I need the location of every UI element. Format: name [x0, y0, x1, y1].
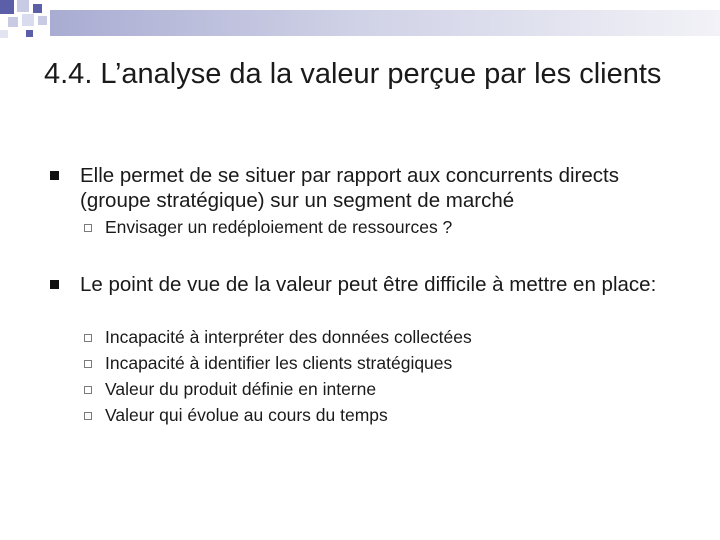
square-bullet-icon: [50, 171, 59, 180]
decorative-header: [0, 0, 720, 40]
sub-bullet-text: Valeur qui évolue au cours du temps: [105, 405, 388, 425]
deco-square: [33, 4, 42, 13]
deco-square: [8, 17, 18, 27]
square-bullet-icon: [50, 280, 59, 289]
hollow-square-bullet-icon: [84, 360, 92, 368]
slide-title: 4.4. L’analyse da la valeur perçue par les clients: [44, 58, 662, 90]
bullet-item: [44, 272, 694, 297]
deco-square: [17, 0, 29, 12]
header-gradient-strip: [50, 10, 720, 36]
deco-square: [38, 16, 47, 25]
sub-bullet-text: Incapacité à identifier les clients stratégiques: [105, 353, 453, 373]
deco-square: [22, 14, 34, 26]
sub-bullet-item: [84, 214, 684, 240]
bullet-item: [44, 163, 694, 213]
sub-bullet-item: [84, 402, 684, 428]
hollow-square-bullet-icon: [84, 224, 92, 232]
sub-bullet-text: Incapacité à interpréter des données collectées: [105, 327, 472, 347]
deco-square: [0, 30, 8, 38]
hollow-square-bullet-icon: [84, 412, 92, 420]
deco-square: [0, 0, 14, 14]
hollow-square-bullet-icon: [84, 334, 92, 342]
hollow-square-bullet-icon: [84, 386, 92, 394]
sub-bullet-item: [84, 324, 684, 350]
deco-square: [26, 30, 33, 37]
bullet-text: Le point de vue de la valeur peut être difficile à mettre en place:: [80, 273, 657, 296]
sub-bullet-text: Valeur du produit définie en interne: [105, 379, 377, 399]
sub-bullet-text: Envisager un redéploiement de ressources ?: [105, 217, 453, 237]
bullet-text: Elle permet de se situer par rapport aux concurrents directs (groupe stratégique) sur un segment de marché: [80, 164, 619, 212]
sub-bullet-item: [84, 376, 684, 402]
sub-bullet-item: [84, 350, 684, 376]
